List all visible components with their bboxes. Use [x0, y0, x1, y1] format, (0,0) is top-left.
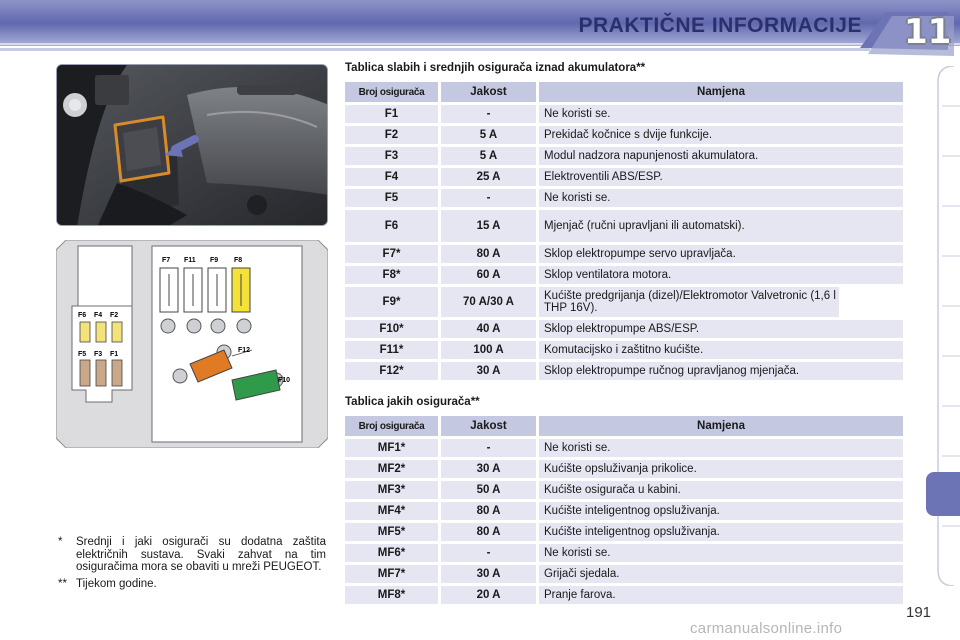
fuse-number: F1 — [345, 105, 438, 123]
low-fuses-table-title: Tablica slabih i srednjih osigurača iznad akumulatora** — [345, 62, 646, 74]
table-row — [345, 481, 903, 499]
fuse-rating: - — [441, 544, 536, 562]
fuse-purpose: Ne koristi se. — [539, 189, 903, 207]
table-row — [345, 245, 903, 263]
fuse-purpose: Prekidač kočnice s dvije funkcije. — [539, 126, 903, 144]
chapter-number-badge: 11 — [904, 12, 952, 52]
fuse-purpose: Ne koristi se. — [539, 544, 903, 562]
fuse-number: MF4* — [345, 502, 438, 520]
watermark: carmanualsonline.info — [690, 620, 843, 637]
fuse-rating: 70 A/30 A — [441, 287, 536, 317]
diagram-label-f4: F4 — [94, 312, 103, 319]
header-purpose: Namjena — [539, 416, 903, 436]
fuse-rating: 80 A — [441, 523, 536, 541]
header-fuse-number: Broj osigurača — [345, 416, 438, 436]
fuse-rating: - — [441, 439, 536, 457]
diagram-label-f12: F12 — [238, 347, 251, 354]
engine-bay-illustration — [57, 65, 328, 226]
fuse-rating: 100 A — [441, 341, 536, 359]
fuse-rating: 30 A — [441, 362, 536, 380]
fuse-number: F9* — [345, 287, 438, 317]
page-number: 191 — [906, 604, 932, 621]
fuse-number: F10* — [345, 320, 438, 338]
diagram-label-f7: F7 — [162, 257, 171, 264]
table-row — [345, 544, 903, 562]
fuse-purpose: Kućište opsluživanja prikolice. — [539, 460, 903, 478]
fuse-number: F4 — [345, 168, 438, 186]
fuse-number: MF6* — [345, 544, 438, 562]
diagram-label-f10: F10 — [278, 377, 291, 384]
fuse-rating: 5 A — [441, 147, 536, 165]
fuse-box-diagram — [56, 240, 328, 448]
fuse-number: MF8* — [345, 586, 438, 604]
fuse-number: MF3* — [345, 481, 438, 499]
fuse-number: MF1* — [345, 439, 438, 457]
diagram-label-f2: F2 — [110, 312, 119, 319]
diagram-label-f3: F3 — [94, 351, 103, 358]
low-fuses-table — [345, 82, 903, 383]
table-row — [345, 320, 903, 338]
diagram-label-f8: F8 — [234, 257, 243, 264]
fuse-number: F7* — [345, 245, 438, 263]
footnote-1-mark: * — [58, 536, 63, 548]
table-row — [345, 266, 903, 284]
table-row — [345, 586, 903, 604]
fuse-rating: 20 A — [441, 586, 536, 604]
table-row — [345, 439, 903, 457]
fuse-number: F11* — [345, 341, 438, 359]
high-fuses-table-title: Tablica jakih osigurača** — [345, 396, 480, 408]
header-rating: Jakost — [441, 82, 536, 102]
fuse-number: F3 — [345, 147, 438, 165]
footnote-1-text: Srednji i jaki osigurači su dodatna zaštita električnih sustava. Svaki zahvat na tim osiguračima mora se obaviti u mreži PEUGEOT. — [76, 536, 326, 573]
fuse-purpose: Kućište predgrijanja (dizel)/Elektromotor Valvetronic (1,6 l THP 16V). — [539, 287, 839, 317]
fuse-purpose: Sklop ventilatora motora. — [539, 266, 903, 284]
table-row — [345, 362, 903, 380]
diagram-label-f5: F5 — [78, 351, 87, 358]
header-fuse-number: Broj osigurača — [345, 82, 438, 102]
fuse-number: MF2* — [345, 460, 438, 478]
header-band — [0, 0, 960, 58]
fuse-purpose: Sklop elektropumpe ručnog upravljanog mjenjača. — [539, 362, 903, 380]
fuse-purpose: Elektroventili ABS/ESP. — [539, 168, 903, 186]
engine-bay-photo — [56, 64, 328, 226]
fuse-purpose: Ne koristi se. — [539, 439, 903, 457]
header-rating: Jakost — [441, 416, 536, 436]
table-row — [345, 565, 903, 583]
fuse-rating: 5 A — [441, 126, 536, 144]
fuse-number: MF7* — [345, 565, 438, 583]
diagram-label-f6: F6 — [78, 312, 87, 319]
fuse-number: F5 — [345, 189, 438, 207]
table-row — [345, 105, 903, 123]
table-row — [345, 189, 903, 207]
fuse-rating: 25 A — [441, 168, 536, 186]
footnote-1 — [58, 536, 326, 574]
fuse-number: F12* — [345, 362, 438, 380]
fuse-purpose: Pranje farova. — [539, 586, 903, 604]
fuse-purpose: Sklop elektropumpe ABS/ESP. — [539, 320, 903, 338]
footnotes — [58, 536, 326, 590]
fuse-rating: 30 A — [441, 460, 536, 478]
fuse-number: F2 — [345, 126, 438, 144]
fuse-purpose: Ne koristi se. — [539, 105, 903, 123]
diagram-label-f9: F9 — [210, 257, 219, 264]
fuse-number: MF5* — [345, 523, 438, 541]
fuse-purpose: Komutacijsko i zaštitno kućište. — [539, 341, 903, 359]
table-row — [345, 147, 903, 165]
page-title: PRAKTIČNE INFORMACIJE — [578, 14, 862, 37]
fuse-purpose: Mjenjač (ručni upravljani ili automatski). — [539, 210, 903, 242]
header-purpose: Namjena — [539, 82, 903, 102]
footnote-2-mark: ** — [58, 577, 67, 590]
table-row — [345, 460, 903, 478]
table-row — [345, 287, 903, 317]
fuse-purpose: Kućište osigurača u kabini. — [539, 481, 903, 499]
high-fuses-table — [345, 416, 903, 607]
diagram-label-f1: F1 — [110, 351, 119, 358]
active-chapter-tab[interactable] — [926, 472, 960, 516]
table-row — [345, 341, 903, 359]
table-row — [345, 168, 903, 186]
table-header-row — [345, 416, 903, 436]
fuse-purpose: Modul nadzora napunjenosti akumulatora. — [539, 147, 903, 165]
table-row — [345, 126, 903, 144]
fuse-rating: - — [441, 189, 536, 207]
fuse-rating: 50 A — [441, 481, 536, 499]
fuse-purpose: Kućište inteligentnog opsluživanja. — [539, 502, 903, 520]
diagram-label-f11: F11 — [184, 257, 196, 264]
fuse-rating: 15 A — [441, 210, 536, 242]
table-row — [345, 523, 903, 541]
fuse-rating: 30 A — [441, 565, 536, 583]
fuse-rating: 80 A — [441, 245, 536, 263]
fuse-rating: 40 A — [441, 320, 536, 338]
table-row — [345, 210, 903, 242]
fuse-number: F8* — [345, 266, 438, 284]
fuse-rating: - — [441, 105, 536, 123]
fuse-box-drawing — [56, 240, 328, 448]
table-header-row — [345, 82, 903, 102]
fuse-rating: 60 A — [441, 266, 536, 284]
table-row — [345, 502, 903, 520]
footnote-2-text: Tijekom godine. — [76, 577, 157, 590]
fuse-number: F6 — [345, 210, 438, 242]
fuse-rating: 80 A — [441, 502, 536, 520]
footnote-2 — [58, 578, 326, 591]
fuse-purpose: Kućište inteligentnog opsluživanja. — [539, 523, 903, 541]
fuse-purpose: Grijači sjedala. — [539, 565, 903, 583]
fuse-purpose: Sklop elektropumpe servo upravljača. — [539, 245, 903, 263]
